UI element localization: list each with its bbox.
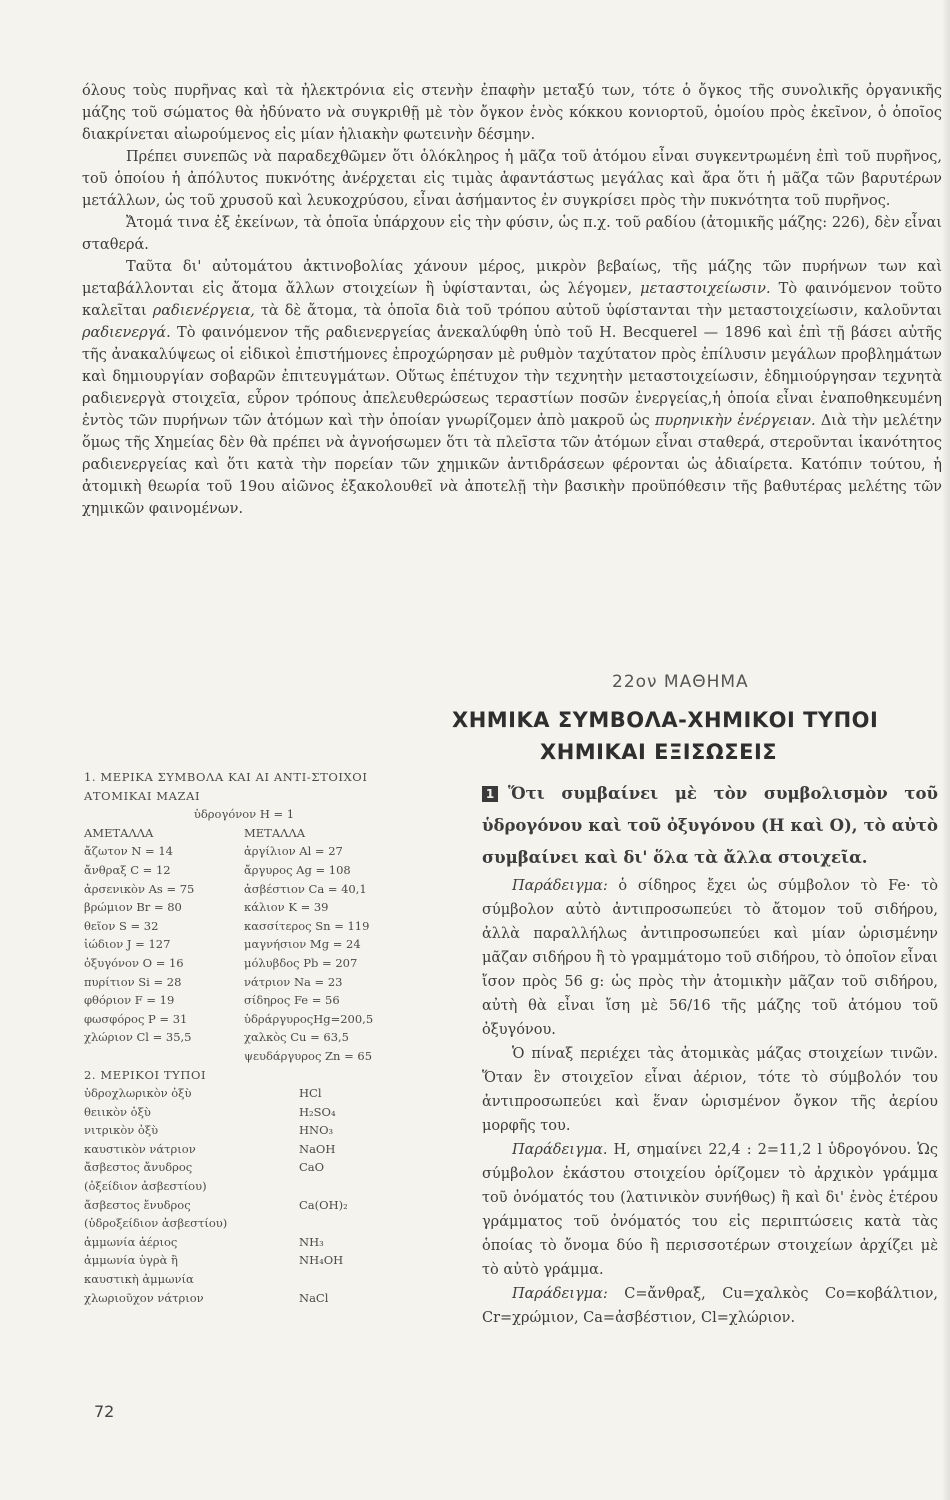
page-number: 72 bbox=[94, 1402, 115, 1421]
nonmetal-cell: φωσφόρος P = 31 bbox=[84, 1011, 188, 1026]
metal-cell: ψευδάργυρος Zn = 65 bbox=[244, 1048, 373, 1063]
metal-cell: κάλιον K = 39 bbox=[244, 900, 329, 915]
metals-header: ΜΕΤΑΛΛΑ bbox=[244, 825, 306, 840]
nonmetal-cell bbox=[84, 1047, 244, 1066]
p4-text-5: Διὰ τὴν μελέτην ὅμως τῆς Χημείας δὲν θὰ πρέπει νὰ ἀγνοήσωμεν ὅτι τὰ πλεῖστα τῶν ἀτόμων εἶναι σταθερά, στεροῦνται ἱκανότητος ραδιενεργείας καὶ ὅτι κατὰ τὴν πορείαν τῶν χημικῶν ἀντιδράσεων φέρονται ὡς ἀδιαίρετα. Κατόπιν τούτου, ἡ ἀτομικὴ θεωρία τοῦ 19ου αἰῶνος ἐξακολουθεῖ νὰ ἀποτελῇ τὴν βασικὴν προϋπόθεσιν τῆς βαθυτέρας μελέτης τῶν χημικῶν φαινομένων. bbox=[82, 413, 942, 517]
compound-name: (ὀξείδιον ἀσβεστίου) bbox=[84, 1179, 207, 1194]
metal-cell: μόλυβδος Pb = 207 bbox=[244, 955, 358, 970]
page-edge-shadow bbox=[942, 0, 950, 1500]
compound-formula: H₂SO₄ bbox=[299, 1104, 336, 1119]
compound-name: καυστικὴ ἀμμωνία bbox=[84, 1272, 194, 1287]
compound-row bbox=[84, 1158, 404, 1177]
compound-formula bbox=[299, 1177, 404, 1196]
p4-text-2: Τὸ φαινόμενον τοῦτο καλεῖται bbox=[82, 281, 942, 319]
compound-formula bbox=[299, 1270, 404, 1289]
compound-name: καυστικὸν νάτριον bbox=[84, 1141, 196, 1156]
right-paragraph-2: Ὁ πίναξ περιέχει τὰς ἀτομικὰς μάζας στοιχείων τινῶν. Ὅταν ἓν στοιχεῖον εἶναι ἀέριον, τότε τὸ σύμβολόν του ἀντιπροσωπεύει καὶ ἕναν ὡρισμένον ὄγκον τῆς ἀερίου μορφῆς του. bbox=[482, 1046, 938, 1134]
nonmetal-cell: πυρίτιον Si = 28 bbox=[84, 974, 182, 989]
compound-formula: NaCl bbox=[299, 1290, 329, 1305]
compound-name: (ὑδροξείδιον ἀσβεστίου) bbox=[84, 1216, 228, 1231]
compound-formula: HCl bbox=[299, 1086, 322, 1101]
metal-cell: ἀσβέστιον Ca = 40,1 bbox=[244, 881, 367, 896]
compound-name: ἀμμωνία ἀέριος bbox=[84, 1234, 178, 1249]
element-row bbox=[84, 935, 404, 954]
p4-term-1: μεταστοιχείωσιν. bbox=[640, 281, 771, 297]
compound-row bbox=[84, 1084, 404, 1103]
compound-name: ἄσβεστος ἔνυδρος bbox=[84, 1197, 191, 1212]
compound-formula: NaOH bbox=[299, 1141, 336, 1156]
metal-cell: νάτριον Na = 23 bbox=[244, 974, 343, 989]
nonmetal-cell: ὀξυγόνον O = 16 bbox=[84, 955, 184, 970]
metal-cell: μαγνήσιον Mg = 24 bbox=[244, 937, 361, 952]
element-row bbox=[84, 917, 404, 936]
compound-row bbox=[84, 1251, 404, 1270]
rule-number-badge: 1 bbox=[482, 786, 498, 802]
compound-name: θειικὸν ὀξὺ bbox=[84, 1104, 151, 1119]
p4-term-3: ραδιενεργά. bbox=[82, 325, 171, 341]
metal-cell: κασσίτερος Sn = 119 bbox=[244, 918, 370, 933]
compound-row bbox=[84, 1196, 404, 1215]
table-section1-title: 1. ΜΕΡΙΚΑ ΣΥΜΒΟΛΑ ΚΑΙ ΑΙ ΑΝΤΙ-ΣΤΟΙΧΟΙ ΑΤΟΜΙΚΑΙ ΜΑΖΑΙ bbox=[84, 770, 368, 803]
example-3-label: Παράδειγμα: bbox=[512, 1286, 608, 1302]
example-1 bbox=[482, 874, 938, 1042]
nonmetals-header: ΑΜΕΤΑΛΛΑ bbox=[84, 825, 154, 840]
compound-formula bbox=[299, 1214, 404, 1233]
p4-text-4: Τὸ φαινόμενον τῆς ραδιενεργείας ἀνεκαλύφθη ὑπὸ τοῦ H. Becquerel — 1896 καὶ ἐπὶ τῇ βάσει αὐτῆς τῆς ἀνακαλύψεως οἱ εἰδικοὶ ἐπιστήμονες ἐπροχώρησαν μὲ ρυθμὸν ταχύτατον πρὸς ἐπίλυσιν μεγάλων προβλημάτων καὶ δημιουργίαν σοβαρῶν ἐπιτευγμάτων. Οὕτως ἐπέτυχον τὴν τεχνητὴν μεταστοιχείωσιν, ἐδημιούργησαν τεχνητὰ ραδιενεργὰ στοιχεῖα, εὗρον τρόπους ἀπελευθερώσεως τεραστίων ποσῶν ἐνεργείας,ἡ ὁποία εἶναι ἐναποθηκευμένη ἐντὸς τῶν πυρήνων τῶν ἀτόμων καὶ τὴν ὁποίαν γνωρίζομεν ἀπὸ μακροῦ ὡς bbox=[82, 325, 942, 429]
element-row bbox=[84, 973, 404, 992]
paragraph-4 bbox=[82, 256, 942, 520]
rule-text: Ὅτι συμβαίνει μὲ τὸν συμβολισμὸν τοῦ ὑδρογόνου καὶ τοῦ ὀξυγόνου (H καὶ O), τὸ αὐτὸ συμβαίνει καὶ δι' ὅλα τὰ ἄλλα στοιχεῖα. bbox=[482, 784, 938, 867]
nonmetal-cell: ἄζωτον N = 14 bbox=[84, 844, 173, 859]
element-row bbox=[84, 880, 404, 899]
metal-cell: ἀργίλιον Al = 27 bbox=[244, 844, 343, 859]
example-2-label: Παράδειγμα. bbox=[512, 1142, 608, 1158]
compound-row bbox=[84, 1177, 404, 1196]
paragraph-3: Ἄτομά τινα ἐξ ἐκείνων, τὰ ὁποῖα ὑπάρχουν εἰς τὴν φύσιν, ὡς π.χ. τοῦ ραδίου (ἀτομικῆς μάζης: 226), δὲν εἶναι σταθερά. bbox=[82, 215, 942, 253]
element-row bbox=[84, 1047, 404, 1066]
paragraph-2: Πρέπει συνεπῶς νὰ παραδεχθῶμεν ὅτι ὁλόκληρος ἡ μᾶζα τοῦ ἀτόμου εἶναι συγκεντρωμένη ἐπὶ τοῦ πυρῆνος, τοῦ ὁποίου ἡ ἀπόλυτος πυκνότης ἀνέρχεται εἰς τιμὰς ἀφαντάστως μεγάλας καὶ ἄρα ὅτι ἡ μᾶζα τῶν βαρυτέρων μετάλλων, ὡς τοῦ χρυσοῦ καὶ λευκοχρύσου, εἶναι ἀσήμαντος ἐν συγκρίσει πρὸς τὴν πυκνότητα τοῦ πυρῆνος. bbox=[82, 149, 942, 209]
element-row bbox=[84, 1010, 404, 1029]
table-section2-title: 2. ΜΕΡΙΚΟΙ ΤΥΠΟΙ bbox=[84, 1067, 207, 1082]
p4-text-1: Ταῦτα δι' αὐτομάτου ἀκτινοβολίας χάνουν μέρος, μικρὸν βεβαίως, τῆς μάζης τῶν πυρήνων των καὶ μεταβάλλονται εἰς ἄτομα ἄλλων στοιχείων ἢ ὑφίστανται, ὡς λέγομεν, bbox=[82, 259, 942, 297]
example-1-text: ὁ σίδηρος ἔχει ὡς σύμβολον τὸ Fe· τὸ σύμβολον αὐτὸ ἀντιπροσωπεύει τὸ ἄτομον τοῦ σιδήρου, ἀλλὰ παραλλήλως ἀντιπροσωπεύει καὶ μίαν ὡρισμένην μᾶζαν σιδήρου ἢ τὸ γραμμάτομο τοῦ σιδήρου, τὸ ὁποῖον εἶναι ἴσον πρὸς 56 g: ὡς πρὸς τὴν ἀτομικὴν μᾶζαν τοῦ σιδήρου, αὐτὴ θὰ εἶναι ἴση μὲ 56/16 τῆς μάζης τοῦ ἀτόμου τοῦ ὀξυγόνου. bbox=[482, 878, 938, 1038]
paragraph-1: όλους τοὺς πυρῆνας καὶ τὰ ἠλεκτρόνια εἰς στενὴν ἐπαφὴν μεταξύ των, τότε ὁ ὄγκος τῆς συνολικῆς ὀργανικῆς μάζης τοῦ σώματος θὰ ἠδύνατο νὰ συγκριθῇ μὲ τὸν ὄγκον ἑνὸς κόκκου κονιορτοῦ, ὁμοίου πρὸς ἐκεῖνον, ὁ ὁποῖος διακρίνεται αἰωρούμενος εἰς μίαν ἡλιακὴν φωτεινὴν δέσμην. bbox=[82, 83, 942, 143]
example-1-label: Παράδειγμα: bbox=[512, 878, 608, 894]
example-2-text: H, σημαίνει 22,4 : 2=11,2 l ὑδρογόνου. Ὡς σύμβολον ἑκάστου στοιχείου ὁρίζομεν τὸ ἀρχικὸν γράμμα τοῦ ὀνόματός του (λατινικὸν συνήθως) ἢ καὶ δι' ἑνὸς ἑτέρου γράμματος τοῦ ὀνόματός του εἰς περιπτώσεις κατὰ τὰς ὁποίας τὸ ὄνομα δύο ἢ περισσοτέρων στοιχείων ἀρχίζει μὲ τὸ αὐτὸ γράμμα. bbox=[482, 1142, 938, 1278]
p4-term-4: πυρηνικὴν ἐνέργειαν. bbox=[655, 413, 816, 429]
nonmetal-cell: βρώμιον Br = 80 bbox=[84, 900, 182, 915]
compound-formula: NH₃ bbox=[299, 1234, 324, 1249]
compound-row bbox=[84, 1140, 404, 1159]
rule-statement bbox=[482, 778, 938, 874]
compound-formula: HNO₃ bbox=[299, 1123, 334, 1138]
right-column bbox=[482, 778, 938, 1330]
compound-row bbox=[84, 1103, 404, 1122]
example-3-text: C=ἄνθραξ, Cu=χαλκὸς Co=κοβάλτιον, Cr=χρώμιον, Ca=ἀσβέστιον, Cl=χλώριον. bbox=[482, 1286, 938, 1326]
main-text-top bbox=[82, 80, 942, 520]
element-row bbox=[84, 842, 404, 861]
metal-cell: χαλκὸς Cu = 63,5 bbox=[244, 1030, 349, 1045]
lesson-label: 22ον ΜΑΘΗΜΑ bbox=[612, 672, 749, 692]
nonmetal-cell: φθόριον F = 19 bbox=[84, 993, 175, 1008]
chapter-title-line2: ΧΗΜΙΚΑΙ ΕΞΙΣΩΣΕΙΣ bbox=[540, 740, 778, 764]
element-row bbox=[84, 954, 404, 973]
element-row bbox=[84, 898, 404, 917]
element-table bbox=[84, 768, 404, 1307]
element-row bbox=[84, 991, 404, 1010]
example-2 bbox=[482, 1138, 938, 1282]
metal-cell: ὑδράργυροςHg=200,5 bbox=[244, 1011, 374, 1026]
compound-formula: NH₄OH bbox=[299, 1253, 344, 1268]
nonmetal-cell: ἰώδιον J = 127 bbox=[84, 937, 171, 952]
compound-rows bbox=[84, 1084, 404, 1307]
hydrogen-entry: ὑδρογόνον H = 1 bbox=[193, 807, 295, 822]
compound-row bbox=[84, 1214, 404, 1233]
element-row bbox=[84, 1028, 404, 1047]
compound-row bbox=[84, 1289, 404, 1308]
compound-row bbox=[84, 1233, 404, 1252]
compound-name: νιτρικὸν ὀξὺ bbox=[84, 1123, 159, 1138]
compound-formula: Ca(OH)₂ bbox=[299, 1197, 348, 1212]
nonmetal-cell: χλώριον Cl = 35,5 bbox=[84, 1030, 192, 1045]
table-column-headers bbox=[84, 824, 404, 843]
compound-row bbox=[84, 1270, 404, 1289]
metal-cell: ἄργυρος Ag = 108 bbox=[244, 862, 351, 877]
p4-text-3: τὰ δὲ ἄτομα, τὰ ὁποῖα διὰ τοῦ τρόπου αὐτοῦ ὑφίστανται τὴν μεταστοιχείωσιν, καλοῦνται bbox=[254, 303, 942, 319]
nonmetal-cell: ἀρσενικὸν As = 75 bbox=[84, 881, 195, 896]
compound-name: ἀμμωνία ὑγρὰ ἢ bbox=[84, 1253, 178, 1268]
compound-formula: CaO bbox=[299, 1160, 325, 1175]
compound-row bbox=[84, 1121, 404, 1140]
compound-name: χλωριοῦχον νάτριον bbox=[84, 1290, 204, 1305]
chapter-title-line1: ΧΗΜΙΚΑ ΣΥΜΒΟΛΑ-ΧΗΜΙΚΟΙ ΤΥΠΟΙ bbox=[452, 708, 879, 732]
element-row bbox=[84, 861, 404, 880]
metal-cell: σίδηρος Fe = 56 bbox=[244, 993, 340, 1008]
nonmetal-cell: θεῖον S = 32 bbox=[84, 918, 159, 933]
p4-term-2: ραδιενέργεια, bbox=[152, 303, 255, 319]
compound-name: ὑδροχλωρικὸν ὀξὺ bbox=[84, 1086, 192, 1101]
element-rows bbox=[84, 842, 404, 1065]
nonmetal-cell: ἄνθραξ C = 12 bbox=[84, 862, 171, 877]
compound-name: ἄσβεστος ἄνυδρος bbox=[84, 1160, 193, 1175]
example-3 bbox=[482, 1282, 938, 1330]
